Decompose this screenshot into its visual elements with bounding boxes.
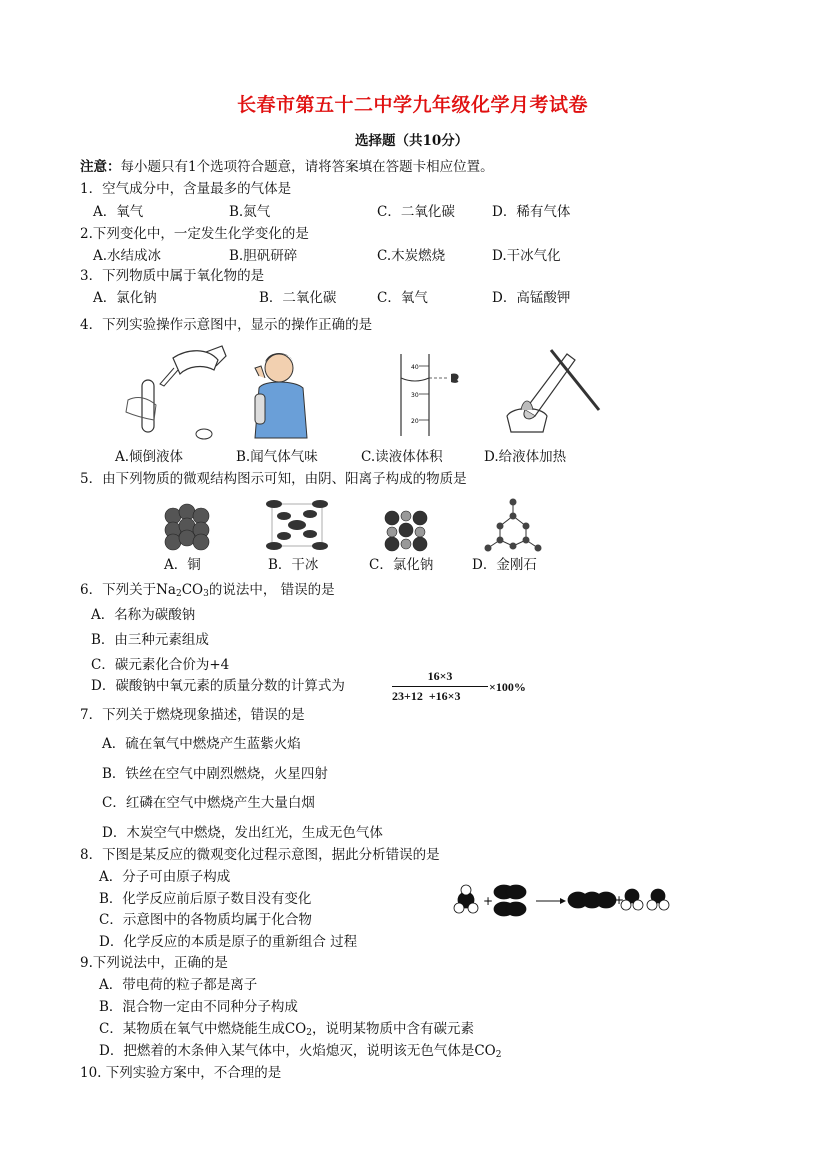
q1-option-b: B.氮气 (229, 204, 271, 220)
section-heading: 选择题（共10分） (355, 133, 469, 149)
q9-option-a: A．带电荷的粒子都是离子 (99, 977, 258, 993)
q8-option-a: A．分子可由原子构成 (99, 869, 231, 885)
q6-option-c: C．碳元素化合价为+4 (91, 657, 230, 673)
q6-stem-post: 的说法中， 错误的是 (208, 582, 335, 598)
q9-option-c: C．某物质在氧气中燃烧能生成$CO_2$，说明某物质中含有碳元素 (99, 1021, 474, 1038)
q8-stem: 8．下图是某反应的微观变化过程示意图，据此分析错误的是 (80, 847, 440, 863)
q2-option-d: D.干冰气化 (492, 248, 561, 264)
q5-option-d: D．金刚石 (472, 557, 537, 573)
heating-liquid-illustration (495, 340, 605, 440)
cylinder-tick-20: 20 (411, 418, 419, 425)
q6-option-d: D．碳酸钠中氧元素的质量分数的计算式为 (91, 678, 345, 694)
dry-ice-structure-illustration (264, 496, 330, 554)
q6-stem-pre: 6．下列关于 (80, 582, 157, 598)
q5-stem: 5．由下列物质的微观结构图示可知，由阴、阳离子构成的物质是 (80, 471, 467, 487)
q3-option-b: B．二氧化碳 (259, 290, 337, 306)
notice-text: 每小题只有1个选项符合题意，请将答案填在答题卡相应位置。 (120, 159, 494, 175)
q4-option-b: B.闻气体气味 (236, 449, 318, 465)
q2-option-b: B.胆矾研碎 (229, 248, 298, 264)
q8-option-b: B．化学反应前后原子数目没有变化 (99, 891, 312, 907)
notice (80, 161, 494, 175)
reaction-plus-1: + (483, 894, 494, 908)
q7-option-d: D．木炭空气中燃烧，发出红光，生成无色气体 (102, 825, 383, 841)
q1-option-a: A．氧气 (93, 204, 144, 220)
q7-option-b: B．铁丝在空气中剧烈燃烧，火星四射 (102, 766, 328, 782)
reaction-diagram (450, 880, 680, 920)
graduated-cylinder-illustration (395, 350, 475, 436)
notice-label: 注意： (80, 159, 121, 175)
q6-option-a: A．名称为碳酸钠 (91, 607, 196, 623)
q9-option-b: B．混合物一定由不同种分子构成 (99, 999, 298, 1015)
q8-option-c: C．示意图中的各物质均属于化合物 (99, 912, 312, 928)
sodium-chloride-structure-illustration (382, 508, 432, 554)
q3-option-a: A．氯化钠 (93, 290, 157, 306)
q2-option-c: C.木炭燃烧 (377, 248, 446, 264)
smelling-gas-illustration (241, 348, 321, 440)
mass-fraction-formula (392, 669, 488, 704)
diamond-structure-illustration (480, 496, 546, 554)
cylinder-tick-30: 30 (411, 392, 419, 399)
q6-stem (80, 584, 335, 599)
q5-option-a: A．铜 (164, 557, 201, 573)
q7-option-a: A．硫在氧气中燃烧产生蓝紫火焰 (102, 736, 301, 752)
q10-stem: 10. 下列实验方案中，不合理的是 (80, 1065, 282, 1081)
q3-option-c: C．氧气 (377, 290, 428, 306)
q3-option-d: D．高锰酸钾 (492, 290, 571, 306)
q1-stem: 1．空气成分中，含量最多的气体是 (80, 181, 292, 197)
reaction-plus-2: + (614, 893, 625, 907)
q3-stem: 3．下列物质中属于氧化物的是 (80, 268, 265, 284)
q2-option-a: A.水结成冰 (93, 248, 162, 264)
fraction-denominator: 23+12 +16×3 (392, 686, 488, 704)
q6-option-b: B．由三种元素组成 (91, 632, 209, 648)
copper-structure-illustration (163, 502, 215, 552)
cylinder-tick-40: 40 (411, 364, 419, 371)
q1-option-c: C．二氧化碳 (377, 204, 455, 220)
q4-stem: 4．下列实验操作示意图中，显示的操作正确的是 (80, 317, 373, 333)
pouring-liquid-illustration (118, 340, 228, 440)
q7-stem: 7．下列关于燃烧现象描述，错误的是 (80, 707, 305, 723)
q5-option-b: B．干冰 (268, 557, 319, 573)
q5-option-c: C．氯化钠 (369, 557, 434, 573)
page-title: 长春市第五十二中学九年级化学月考试卷 (237, 94, 589, 116)
q6-formula: $Na_2CO_3$ (156, 582, 209, 599)
q4-option-a: A.倾倒液体 (115, 449, 184, 465)
q8-option-d: D．化学反应的本质是原子的重新组合 过程 (99, 934, 358, 950)
q7-option-c: C．红磷在空气中燃烧产生大量白烟 (102, 795, 315, 811)
q1-option-d: D．稀有气体 (492, 204, 571, 220)
q4-option-d: D.给液体加热 (484, 449, 567, 465)
q9-stem: 9.下列说法中，正确的是 (80, 955, 228, 971)
q4-option-c: C.读液体体积 (361, 449, 443, 465)
q2-stem: 2.下列变化中，一定发生化学变化的是 (80, 226, 309, 242)
q9-option-d: D．把燃着的木条伸入某气体中，火焰熄灭，说明该无色气体是$CO_2$ (99, 1043, 502, 1060)
fraction-numerator: 16×3 (427, 669, 453, 683)
fraction-suffix: ×100% (489, 680, 526, 694)
